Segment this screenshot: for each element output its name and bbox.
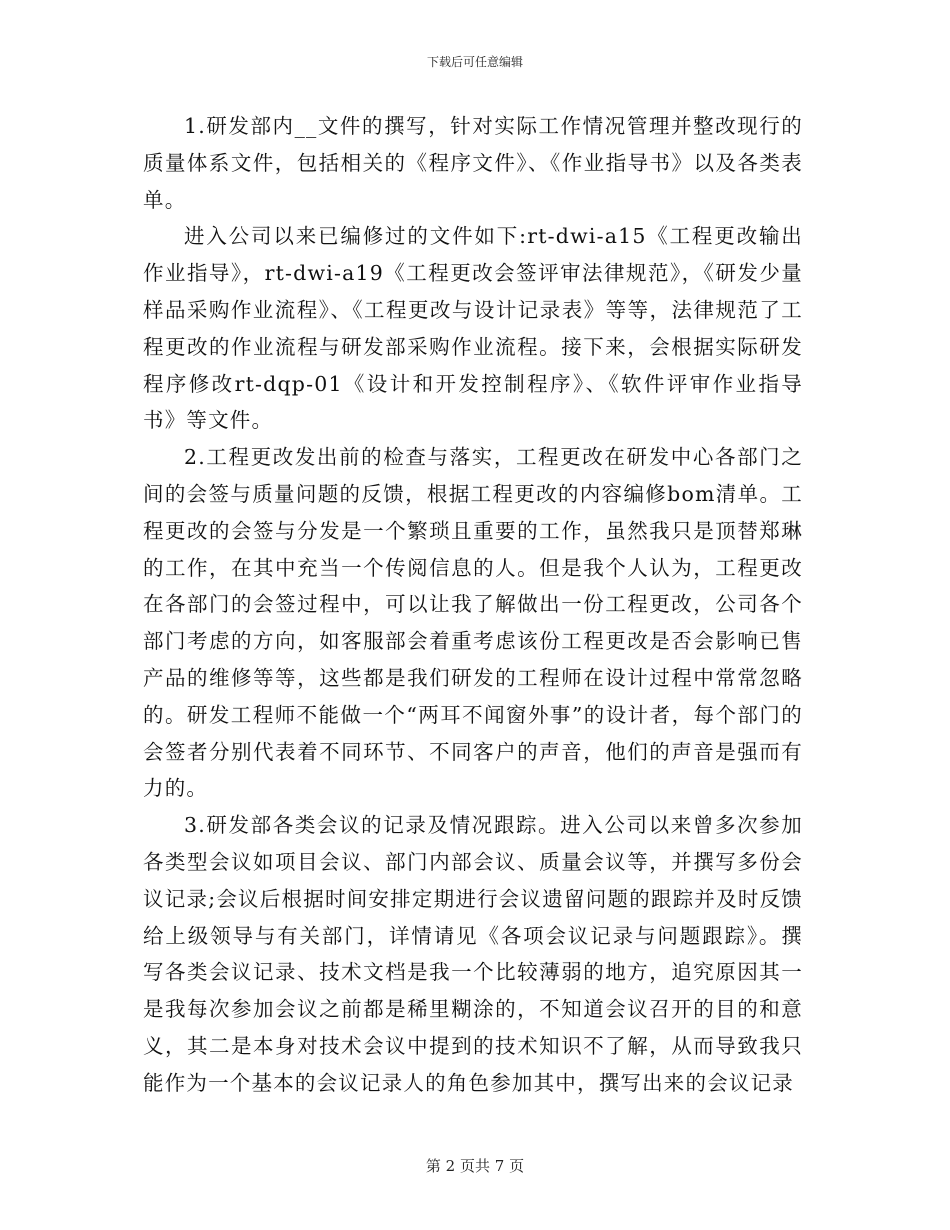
paragraph-item-2: 2.工程更改发出前的检查与落实，工程更改在研发中心各部门之间的会签与质量问题的反馈，根据工程更改的内容编修bom清单。工程更改的会签与分发是一个繁琐且重要的工作，虽然我只是顶替郑琳的工作，在其中充当一个传阅信息的人。但是我个人认为，工程更改在各部门的会签过程中，可以让我了解做出一份工程更改，公司各个部门考虑的方向，如客服部会着重考虑该份工程更改是否会影响已售产品的维修等等，这些都是我们研发的工程师在设计过程中常常忽略的。研发工程师不能做一个“两耳不闻窗外事”的设计者，每个部门的会签者分别代表着不同环节、不同客户的声音，他们的声音是强而有力的。 — [143, 445, 803, 801]
page-footer: 第 2 页共 7 页 — [425, 1157, 525, 1175]
paragraph-item-3: 3.研发部各类会议的记录及情况跟踪。进入公司以来曾多次参加各类型会议如项目会议、部门内部会议、质量会议等，并撰写多份会议记录;会议后根据时间安排定期进行会议遗留问题的跟踪并及时反馈给上级领导与有关部门，详情请见《各项会议记录与问题跟踪》。撰写各类会议记录、技术文档是我一个比较薄弱的地方，追究原因其一是我每次参加会议之前都是稀里糊涂的，不知道会议召开的目的和意义，其二是本身对技术会议中提到的技术知识不了解，从而导致我只能作为一个基本的会议记录人的角色参加其中，撰写出来的会议记录 — [143, 813, 803, 1095]
paragraph-item-1: 1.研发部内__文件的撰写，针对实际工作情况管理并整改现行的质量体系文件，包括相关的《程序文件》、《作业指导书》以及各类表单。 — [143, 114, 803, 212]
paragraph-files-edited: 进入公司以来已编修过的文件如下:rt-dwi-a15《工程更改输出作业指导》，rt-dwi-a19《工程更改会签评审法律规范》，《研发少量样品采购作业流程》、《工程更改与设计记录表》等等，法律规范了工程更改的作业流程与研发部采购作业流程。接下来，会根据实际研发程序修改rt-dqp-01《设计和开发控制程序》、《软件评审作业指导书》等文件。 — [143, 224, 803, 433]
page-header: 下载后可任意编辑 — [426, 55, 523, 69]
document-body — [143, 108, 803, 1102]
